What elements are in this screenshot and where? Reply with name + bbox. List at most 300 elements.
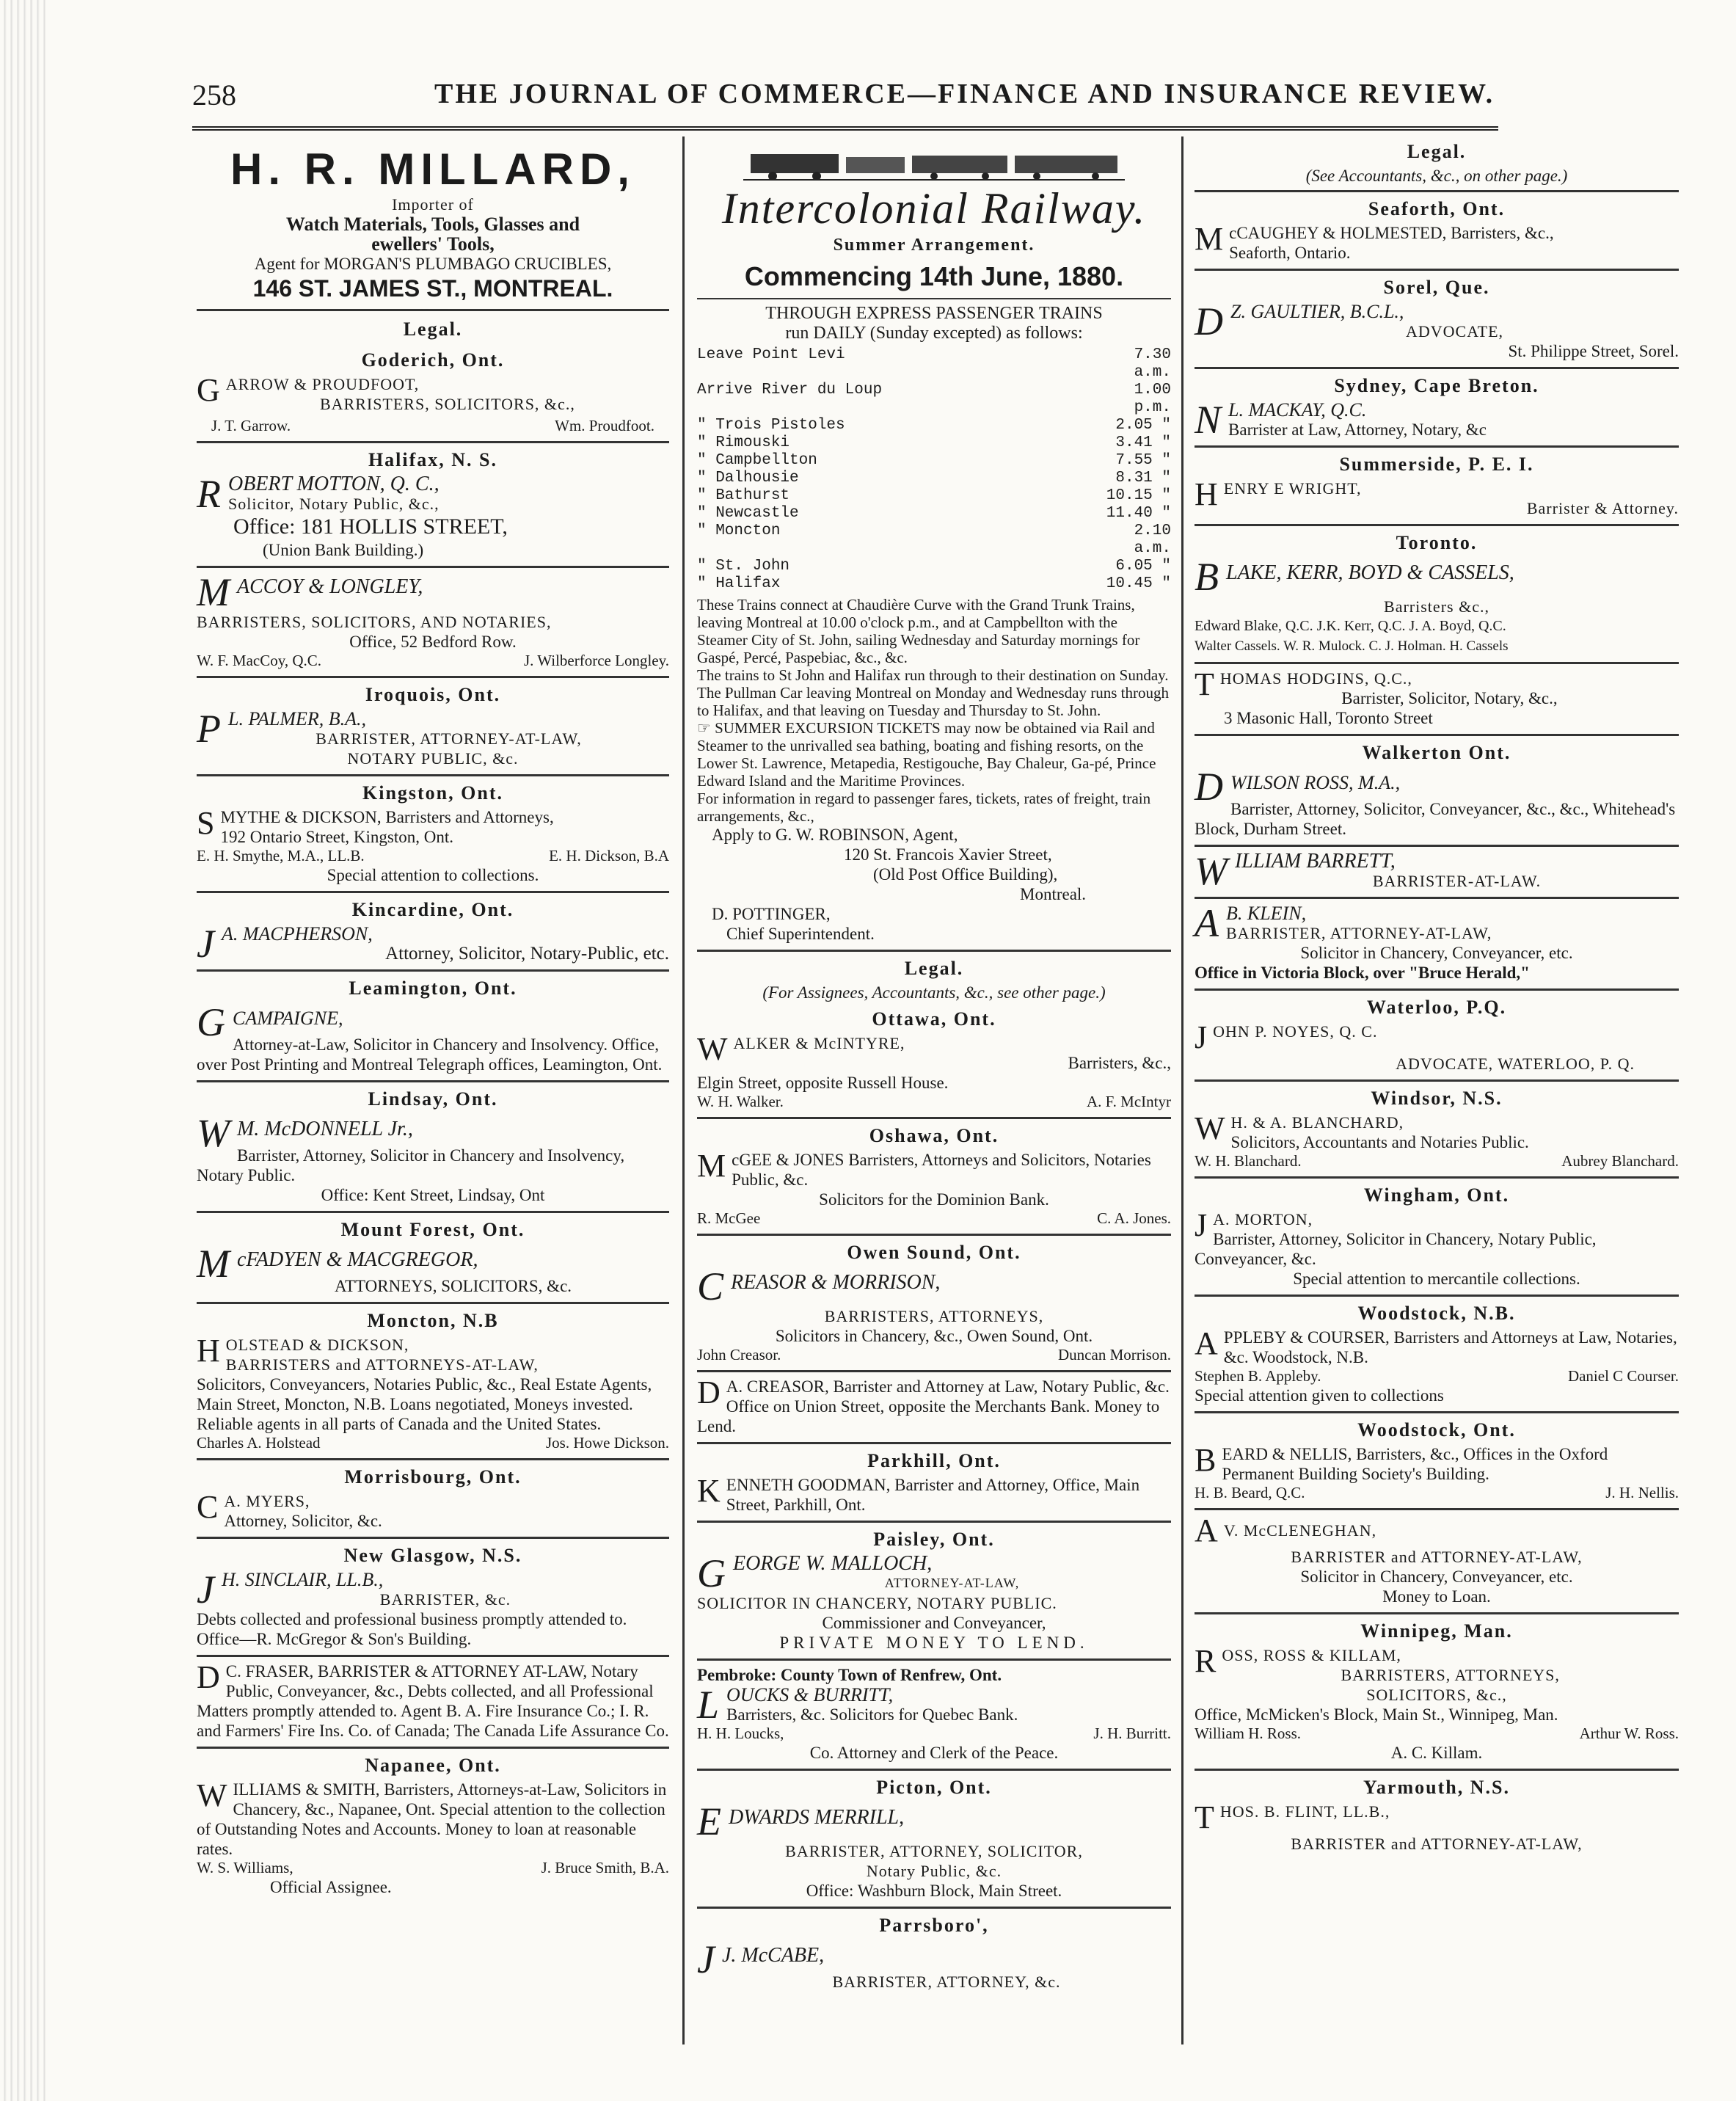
train-time: 7.55 " [1115,452,1171,469]
listing-sydney [1195,369,1679,448]
ad-line: Apply to G. W. ROBINSON, Agent, [712,826,958,844]
ad-line: THROUGH EXPRESS PASSENGER TRAINS [765,304,1103,323]
listing-line: REASOR & MORRISON, [731,1271,941,1294]
partner-name: H. B. Beard, Q.C. [1195,1484,1305,1501]
listing-line: Solicitors for the Dominion Bank. [819,1190,1049,1209]
ad-line: Importer of [392,195,474,214]
listing-line: ATTORNEY-AT-LAW, [884,1576,1020,1590]
drop-initial: M [197,570,230,614]
station-name: " St. John [697,558,790,575]
partner-name: Daniel C Courser. [1567,1367,1679,1385]
listing-parkhill [697,1444,1171,1523]
drop-initial: M [197,1242,230,1286]
city-heading: Woodstock, N.B. [1357,1303,1516,1324]
drop-initial: H [1195,476,1218,512]
city-heading: Seaforth, Ont. [1368,198,1506,219]
listing-line: Attorney, Solicitor, &c. [224,1512,382,1530]
ad-line: run DAILY (Sunday excepted) as follows: [785,324,1083,343]
ad-paragraph: The Pullman Car leaving Montreal on Monday and Wednesday runs through to Halifax, and that leaving on Tuesday and Thursday to St. John. [697,684,1169,719]
listing-line: Commissioner and Conveyancer, [822,1614,1046,1632]
listing-line: A. MORTON, [1213,1210,1313,1228]
city-heading: Toronto. [1396,532,1478,553]
listing-line: HOMAS HODGINS, Q.C., [1219,669,1412,688]
station-name: " Trois Pistoles [697,417,845,434]
listing-kincardine [197,893,669,972]
drop-initial: E [697,1799,721,1843]
listing-line: ADVOCATE, WATERLOO, P. Q. [1396,1055,1635,1073]
drop-initial: B [1195,1442,1217,1478]
listing-line: BARRISTERS, SOLICITORS, &c., [319,395,575,413]
timetable-row [697,522,1171,558]
listing-line: ACCOY & LONGLEY, [236,575,423,598]
partner-name: E. H. Smythe, M.A., LL.B. [197,847,365,864]
listing-line: Notary Public, &c. [866,1862,1002,1880]
listing-lindsay [197,1082,669,1213]
drop-initial: J [1195,1019,1208,1055]
ad-paragraph: These Trains connect at Chaudière Curve with the Grand Trunk Trains, leaving Montreal at 10.00 o'clock p.m., and at Campbellton with the Steamer City of St. John, sailing Wednesday and Saturday mornings for Gaspé, Percé, Paspebiac, &c., &c. [697,596,1140,666]
listing-line: Office, 52 Bedford Row. [349,633,517,651]
drop-initial: G [197,372,220,408]
listing-line: OBERT MOTTON, Q. C., [228,473,440,495]
listing-line: LAKE, KERR, BOYD & CASSELS, [1226,561,1514,584]
listing-leamington [197,972,669,1082]
listing-iroquois [197,678,669,776]
listing-line: Z. GAULTIER, B.C.L., [1230,301,1404,322]
city-heading: Morrisbourg, Ont. [344,1466,522,1488]
binding-edge [0,0,45,2101]
listing-line: (Union Bank Building.) [263,541,424,559]
listing-line: Barrister at Law, Attorney, Notary, &c [1228,420,1487,439]
city-heading: Summerside, P. E. I. [1339,454,1534,475]
drop-initial: D [1195,299,1223,343]
listing-line: ENNETH GOODMAN, Barrister and Attorney, Office, Main Street, Parkhill, Ont. [726,1476,1140,1514]
listing-line: WILSON ROSS, M.A., [1230,772,1401,793]
city-heading: Halifax, N. S. [368,449,498,470]
listing-line: cFADYEN & MACGREGOR, [236,1248,478,1271]
commencing-date: Commencing 14th June, 1880. [744,261,1124,291]
drop-initial: W [197,1111,230,1155]
partner-name: R. McGee [697,1209,761,1227]
city-heading: Sorel, Que. [1383,277,1490,298]
listing-line: BARRISTER and ATTORNEY-AT-LAW, [1291,1548,1583,1566]
listing-seaforth [1195,192,1679,271]
listing-line: BARRISTER and ATTORNEY-AT-LAW, [1291,1835,1583,1853]
page-number: 258 [192,79,236,112]
journal-title: THE JOURNAL OF COMMERCE—FINANCE AND INSURANCE REVIEW. [434,79,1495,109]
listing-windsor [1195,1082,1679,1179]
partner-name: H. H. Loucks, [697,1725,784,1742]
listing-line: Elgin Street, opposite Russell House. [697,1074,949,1092]
train-time: 2.05 " [1115,417,1171,434]
drop-initial: J [1195,1207,1208,1243]
listing-line: H. SINCLAIR, LL.B., [221,1569,384,1590]
station-name: " Rimouski [697,434,790,451]
partner-name: E. H. Dickson, B.A [549,847,669,864]
section-note: (For Assignees, Accountants, &c., see other page.) [762,983,1106,1002]
listing-ottawa [697,1002,1171,1119]
drop-initial: P [197,707,221,751]
drop-initial: J [197,922,214,966]
listing-line: Barristers &c., [1384,597,1489,616]
timetable-row [697,346,1171,382]
drop-initial: W [697,1031,728,1067]
timetable-row [697,558,1171,575]
drop-initial: S [197,805,215,841]
city-heading: Iroquois, Ont. [365,684,501,705]
listing-line: Special attention to collections. [327,866,539,884]
listing-line: Money to Loan. [1382,1587,1491,1606]
listing-line: EARD & NELLIS, Barristers, &c., Offices in the Oxford Permanent Building Society's Building. [1222,1445,1608,1483]
listing-line: OHN P. NOYES, Q. C. [1213,1022,1378,1041]
train-time: 10.45 " [1106,575,1171,592]
station-name: " Dalhousie [697,470,799,487]
listing-mccleneghan [1195,1510,1679,1614]
ad-address: 146 ST. JAMES ST., MONTREAL. [252,275,613,302]
listing-napanee [197,1749,669,1903]
listing-line: SOLICITOR IN CHANCERY, NOTARY PUBLIC. [697,1594,1057,1612]
timetable-row [697,575,1171,593]
listing-woodstock-nb [1195,1297,1679,1413]
listing-line: cCAUGHEY & HOLMESTED, Barristers, &c., [1229,224,1554,242]
drop-initial: G [197,1000,225,1044]
column-middle [697,139,1171,1998]
listing-line: ATTORNEYS, SOLICITORS, &c. [334,1277,572,1295]
page-header [192,73,1498,117]
listing-line: A. MYERS, [224,1492,310,1510]
city-heading: Goderich, Ont. [361,349,505,371]
listing-waterloo [1195,991,1679,1082]
listing-line: M. McDONNELL Jr., [236,1118,413,1140]
drop-initial: G [697,1551,726,1595]
train-time: 2.10 a.m. [1134,522,1171,557]
listing-line: OLSTEAD & DICKSON, [225,1336,409,1354]
listing-line: ADVOCATE, [1405,322,1504,341]
listing-line: Barristers, &c. Solicitors for Quebec Bank. [726,1705,1018,1724]
listing-line: NOTARY PUBLIC, &c. [347,749,519,768]
listing-line: Special attention given to collections [1195,1386,1444,1405]
timetable-row [697,487,1171,505]
listing-line: Debts collected and professional business promptly attended to. Office—R. McGregor & Son's Building. [197,1610,627,1648]
city-heading: Kincardine, Ont. [351,899,514,920]
listing-line: Office: Kent Street, Lindsay, Ont [321,1186,545,1204]
ad-intercolonial-railway [697,139,1171,952]
listing-line: Special attention to mercantile collections. [1293,1270,1580,1288]
listing-woodstock-ont [1195,1413,1679,1510]
listing-line: Walter Cassels. W. R. Mulock. C. J. Holman. H. Cassels [1195,638,1509,654]
railway-title: Intercolonial Railway. [721,184,1147,233]
city-heading: Parkhill, Ont. [867,1450,1001,1471]
listing-oshawa [697,1119,1171,1236]
listing-line: Co. Attorney and Clerk of the Peace. [809,1744,1059,1762]
listing-line: Barrister, Attorney, Solicitor, Conveyancer, &c., &c., Whitehead's Block, Durham Street. [1195,800,1676,838]
city-heading: Yarmouth, N.S. [1363,1777,1510,1798]
listing-line: SOLICITORS, &c., [1366,1686,1507,1704]
ad-line: Agent for MORGAN'S PLUMBAGO CRUCIBLES, [254,255,612,273]
listing-line: PPLEBY & COURSER, Barristers and Attorneys at Law, Notaries, &c. Woodstock, N.B. [1223,1328,1677,1366]
listing-fraser [197,1657,669,1749]
listing-line: Office: 181 HOLLIS STREET, [233,514,508,539]
listing-line: B. KLEIN, [1226,903,1307,924]
city-heading: Walkerton Ont. [1362,742,1511,763]
advertiser-name: H. R. MILLARD, [230,145,635,194]
timetable-row [697,470,1171,487]
drop-initial: D [197,1659,220,1695]
drop-initial: N [1195,398,1222,442]
ad-line: Chief Superintendent. [726,925,875,943]
listing-line: BARRISTER, ATTORNEY-AT-LAW, [316,729,582,748]
listing-line: Solicitor in Chancery, Conveyancer, etc. [1300,1567,1573,1586]
drop-initial: M [1195,221,1224,257]
partner-name: W. H. Blanchard. [1195,1152,1302,1170]
city-heading: Sydney, Cape Breton. [1334,375,1539,396]
drop-initial: D [1195,765,1223,809]
listing-maccoy [197,568,669,678]
column-divider [1181,136,1184,2044]
listing-owensound [697,1236,1171,1372]
locomotive-engraving [743,148,1125,181]
listing-klein [1195,899,1679,991]
station-name: " Moncton [697,522,781,539]
listing-line: 3 Masonic Hall, Toronto Street [1224,709,1433,727]
listing-line: Office: Washburn Block, Main Street. [806,1882,1062,1900]
ad-line: 120 St. Francois Xavier Street, [844,845,1052,864]
partner-name: Aubrey Blanchard. [1561,1152,1679,1170]
listing-line: V. McCLENEGHAN, [1223,1521,1377,1540]
ad-subtitle: Summer Arrangement. [833,236,1035,255]
listing-kingston [197,776,669,893]
listing-parrsboro [697,1909,1171,1998]
section-heading: Legal. [403,318,463,340]
partner-name: A. F. McIntyr [1087,1093,1171,1110]
drop-initial: W [197,1777,227,1813]
drop-initial: C [197,1489,219,1525]
partner-name: Wm. Proudfoot. [555,417,654,434]
listing-line: Official Assignee. [270,1878,392,1896]
listing-line: ILLIAM BARRETT, [1234,850,1396,873]
city-heading: Mount Forest, Ont. [340,1219,525,1240]
train-time: 10.15 " [1106,487,1171,504]
section-note: (See Accountants, &c., on other page.) [1195,166,1679,192]
partner-name: C. A. Jones. [1097,1209,1171,1227]
listing-line: OUCKS & BURRITT, [726,1684,894,1705]
ad-line: D. POTTINGER, [712,905,831,923]
listing-hodgins [1195,664,1679,736]
listing-paisley [697,1523,1171,1661]
city-heading: Leamington, Ont. [349,977,517,999]
train-time: 8.31 " [1115,470,1171,487]
timetable-row [697,505,1171,522]
drop-initial: A [1195,901,1219,945]
listing-line: A. MACPHERSON, [221,923,373,944]
partner-name: W. H. Walker. [697,1093,784,1110]
listing-line: EORGE W. MALLOCH, [733,1552,933,1575]
drop-initial: W [1195,849,1228,893]
listing-line: St. Philippe Street, Sorel. [1508,342,1679,360]
section-heading: Legal. [1407,141,1467,162]
city-heading: Windsor, N.S. [1371,1088,1503,1109]
listing-line: L. PALMER, B.A., [228,708,367,729]
partner-name: W. S. Williams, [197,1859,293,1876]
listing-line: BARRISTERS, ATTORNEYS, [1341,1666,1560,1684]
drop-initial: R [197,472,221,516]
timetable [697,346,1171,593]
drop-initial: A [1195,1512,1218,1548]
listing-line: Edward Blake, Q.C. J.K. Kerr, Q.C. J. A. Boyd, Q.C. [1195,618,1506,634]
partner-name: J. H. Burritt. [1093,1725,1171,1742]
listing-summerside [1195,448,1679,526]
listing-line: Attorney-at-Law, Solicitor in Chancery and Insolvency. Office, over Post Printing and Montreal Telegraph offices, Leamington, Ont. [197,1035,663,1074]
city-heading: Woodstock, Ont. [1357,1419,1516,1441]
listing-mountforest [197,1213,669,1304]
partner-name: John Creasor. [697,1346,781,1363]
station-name: " Bathurst [697,487,790,504]
drop-initial: M [697,1148,726,1184]
listing-line: Barrister, Solicitor, Notary, &c., [1341,689,1558,707]
ad-line: Watch Materials, Tools, Glasses and [285,214,580,235]
partner-name: J. H. Nellis. [1605,1484,1679,1501]
listing-newglasgow [197,1539,669,1657]
ad-line: Montreal. [1020,885,1087,903]
listing-winnipeg [1195,1614,1679,1771]
listing-wingham [1195,1179,1679,1297]
train-time: 3.41 " [1115,434,1171,451]
listing-line: 192 Ontario Street, Kingston, Ont. [220,828,453,846]
city-heading: Ottawa, Ont. [872,1008,996,1030]
timetable-row [697,434,1171,452]
listing-creasor [697,1372,1171,1444]
listing-line: BARRISTERS and ATTORNEYS-AT-LAW, [225,1355,539,1374]
listing-line: C. FRASER, BARRISTER & ATTORNEY AT-LAW, Notary Public, Conveyancer, &c., Debts collected, and all Professional Matters promptly attended to. Agent B. A. Fire Insurance Co.; I. R. and Farmers' Fire Ins. Co. of Canada; The Canada Life Assurance Co. [197,1662,669,1740]
ad-line: ewellers' Tools, [371,233,495,255]
listing-walkerton [1195,736,1679,847]
city-heading: Paisley, Ont. [873,1529,995,1550]
listing-line: J. McCABE, [721,1944,825,1967]
station-name: " Campbellton [697,452,817,469]
drop-initial: C [697,1264,724,1308]
listing-line: Barrister & Attorney. [1526,499,1679,517]
partner-name: J. Bruce Smith, B.A. [541,1859,669,1876]
listing-goderich [197,343,669,443]
listing-line: BARRISTERS, ATTORNEYS, [824,1307,1044,1325]
ad-millard [197,139,669,311]
listing-line: ALKER & McINTYRE, [733,1034,905,1052]
listing-line: Solicitors in Chancery, &c., Owen Sound, Ont. [775,1327,1093,1345]
listing-line: Solicitors, Accountants and Notaries Public. [1230,1133,1529,1151]
listing-line: OSS, ROSS & KILLAM, [1222,1646,1401,1664]
listing-line: CAMPAIGNE, [233,1008,343,1029]
partner-name: Arthur W. Ross. [1579,1725,1679,1742]
partner-name: Jos. Howe Dickson. [546,1434,669,1452]
listing-line: BARRISTER, ATTORNEY, SOLICITOR, [785,1842,1083,1860]
listing-moncton [197,1304,669,1460]
listing-line: PRIVATE MONEY TO LEND. [779,1634,1089,1652]
drop-initial: R [1195,1643,1217,1679]
drop-initial: K [697,1473,721,1509]
timetable-row [697,417,1171,434]
drop-initial: B [1195,555,1219,599]
city-heading: Waterloo, P.Q. [1366,997,1507,1018]
listing-line: HOS. B. FLINT, LL.B., [1219,1802,1390,1821]
city-heading: Napanee, Ont. [365,1755,501,1776]
listing-line: BARRISTER, ATTORNEY, &c. [832,1973,1061,1991]
city-heading: Parrsboro', [879,1915,989,1936]
listing-line: BARRISTER, ATTORNEY-AT-LAW, [1226,924,1492,942]
ad-line: (Old Post Office Building), [873,865,1058,884]
listing-line: Solicitor in Chancery, Conveyancer, etc. [1300,944,1573,962]
partner-name: W. F. MacCoy, Q.C. [197,652,322,669]
column-left [197,139,669,1903]
drop-initial: J [697,1937,715,1981]
city-heading: Oshawa, Ont. [869,1125,999,1146]
listing-line: L. MACKAY, Q.C. [1228,399,1367,420]
listing-line: Barrister, Attorney, Solicitor in Chancery and Insolvency, Notary Public. [197,1146,625,1184]
drop-initial: H [197,1333,220,1369]
partner-name: J. Wilberforce Longley. [523,652,669,669]
listing-barrett [1195,847,1679,899]
city-heading: Lindsay, Ont. [368,1088,498,1110]
column-right [1195,139,1679,1860]
ad-paragraph: For information in regard to passenger fares, tickets, rates of freight, train arrangements, &c., [697,790,1151,825]
train-time: 7.30 a.m. [1134,346,1171,381]
ad-paragraph: ☞ SUMMER EXCURSION TICKETS may now be obtained via Rail and Steamer to the unrivalled sea bathing, boating and fishing resorts, on the Lower St. Lawrence, Metapedia, Restigouche, Bay Chaleur, Ga-pé, Prince Edward Island and the Maritime Provinces. [697,719,1156,790]
city-heading: Owen Sound, Ont. [847,1242,1021,1263]
city-heading: Moncton, N.B [367,1310,499,1331]
listing-line: Office in Victoria Block, over "Bruce Herald," [1195,964,1530,982]
train-time: 11.40 " [1106,505,1171,522]
station-name: Arrive River du Loup [697,382,883,398]
listing-line: A. CREASOR, Barrister and Attorney at Law, Notary Public, &c. Office on Union Street, opposite the Merchants Bank. Money to Lend. [697,1377,1170,1435]
train-time: 1.00 p.m. [1134,382,1171,416]
listing-halifax [197,443,669,568]
city-heading: Picton, Ont. [876,1777,992,1798]
listing-line: ENRY E WRIGHT, [1223,479,1362,498]
partner-name: Charles A. Holstead [197,1434,321,1452]
partner-name: William H. Ross. [1195,1725,1301,1742]
train-time: 6.05 " [1115,558,1171,575]
section-heading: Legal. [904,958,964,979]
listing-sorel [1195,271,1679,369]
city-heading: Wingham, Ont. [1363,1184,1510,1206]
listing-line: ILLIAMS & SMITH, Barristers, Attorneys-at-Law, Solicitors in Chancery, &c., Napanee, Ont. Special attention to the collection of Outstanding Notes and Accounts. Money to loan at reasonable rates. [197,1780,667,1858]
station-name: Leave Point Levi [697,346,845,363]
listing-line: MYTHE & DICKSON, Barristers and Attorneys, [220,808,554,826]
listing-line: Attorney, Solicitor, Notary-Public, etc. [385,944,669,964]
drop-initial: W [1195,1110,1225,1146]
listing-yarmouth [1195,1771,1679,1860]
drop-initial: D [697,1374,721,1410]
listing-line: H. & A. BLANCHARD, [1230,1113,1404,1132]
station-name: " Newcastle [697,505,799,522]
partner-name: J. T. Garrow. [211,417,291,434]
drop-initial: J [197,1567,214,1612]
city-heading: Winnipeg, Man. [1360,1620,1513,1642]
listing-line: Office, McMicken's Block, Main St., Winnipeg, Man. [1195,1705,1558,1724]
listing-line: DWARDS MERRILL, [729,1806,905,1829]
partner-name: Duncan Morrison. [1058,1346,1171,1363]
timetable-row [697,382,1171,417]
column-divider [682,136,685,2044]
listing-line: Barristers, &c., [1068,1054,1171,1072]
listing-pembroke [697,1661,1171,1771]
listing-line: Solicitor, Notary Public, &c., [228,495,440,513]
city-heading: New Glasgow, N.S. [343,1545,522,1566]
drop-initial: L [697,1683,720,1727]
listing-line: BARRISTERS, SOLICITORS, AND NOTARIES, [197,613,552,631]
ad-paragraph: The trains to St John and Halifax run through to their destination on Sunday. [697,666,1169,684]
drop-initial: A [1195,1325,1218,1361]
listing-line: BARRISTER, &c. [379,1590,511,1609]
timetable-row [697,452,1171,470]
